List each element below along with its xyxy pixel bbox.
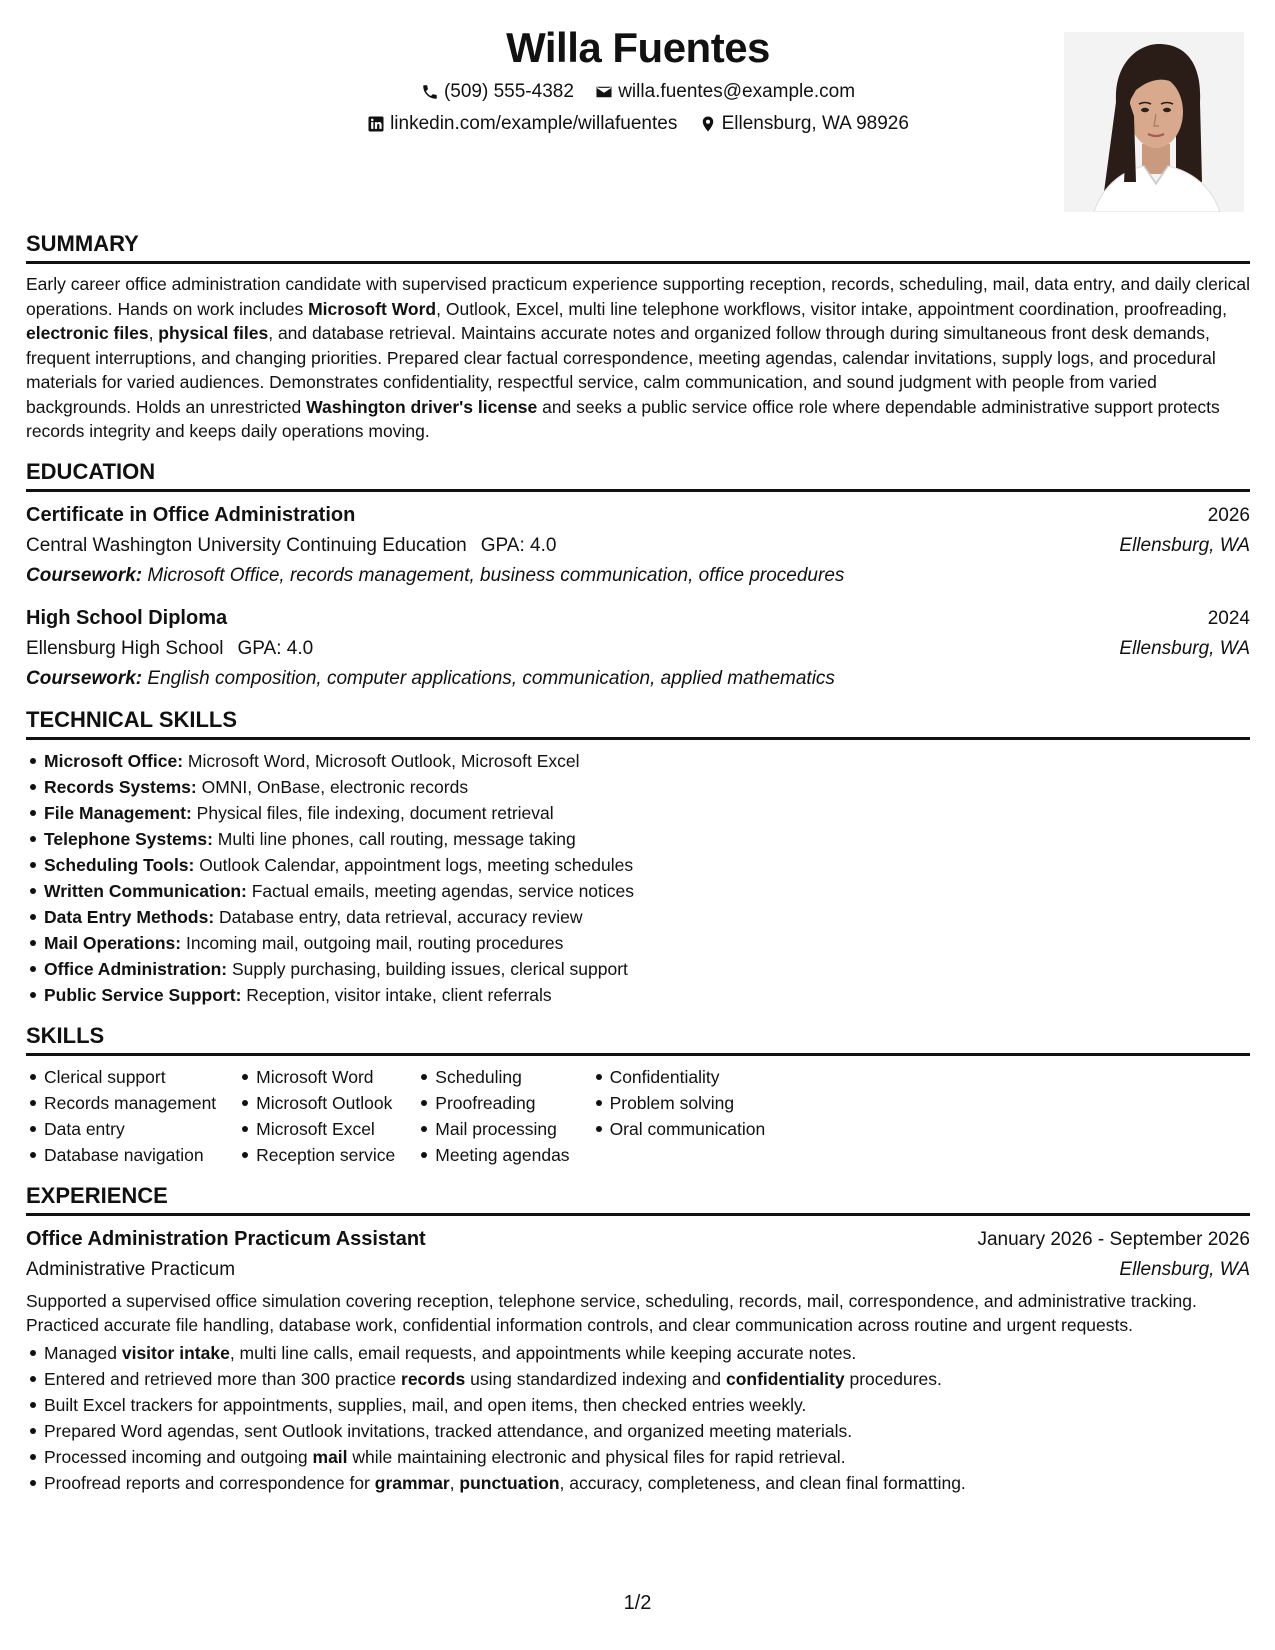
phone-icon xyxy=(421,83,439,101)
skills-column xyxy=(417,1064,569,1168)
list-item: Clerical support xyxy=(44,1064,216,1090)
email-address[interactable]: willa.fuentes@example.com xyxy=(618,81,856,102)
list-item: Prepared Word agendas, sent Outlook invitations, tracked attendance, and organized meeting materials. xyxy=(44,1418,1250,1444)
experience-bullets xyxy=(26,1340,1250,1496)
email-contact[interactable] xyxy=(595,80,855,104)
list-item: Data Entry Methods: Database entry, data retrieval, accuracy review xyxy=(44,904,1250,930)
list-item: Records Systems: OMNI, OnBase, electronic records xyxy=(44,774,1250,800)
list-item: Meeting agendas xyxy=(435,1142,569,1168)
list-item: Oral communication xyxy=(610,1116,766,1142)
summary-section xyxy=(26,230,1250,444)
portrait-illustration xyxy=(1064,32,1244,212)
phone-number: (509) 555-4382 xyxy=(443,81,574,102)
summary-paragraph: Early career office administration candidate with supervised practicum experience supporting reception, records, scheduling, mail, data entry, and daily clerical operations. Hands on work includes Microsoft Word, Outlook, Excel, multi line telephone workflows, visitor intake, appointment coordination, proofreading, electronic files, physical files, and database retrieval. Maintains accurate notes and organized follow through during simultaneous front desk demands, frequent interruptions, and changing priorities. Prepared clear factual correspondence, meeting agendas, calendar invitations, supply logs, and procedural materials for varied audiences. Demonstrates confidentiality, respectful service, calm communication, and sound judgment with people from varied backgrounds. Holds an unrestricted Washington driver's license and seeks a public service office role where dependable administrative support protects records integrity and keeps daily operations moving. xyxy=(26,274,1251,441)
list-item: Telephone Systems: Multi line phones, call routing, message taking xyxy=(44,826,1250,852)
list-item: Problem solving xyxy=(610,1090,766,1116)
list-item: Microsoft Outlook xyxy=(256,1090,395,1116)
list-item: Public Service Support: Reception, visitor intake, client referrals xyxy=(44,982,1250,1008)
location-text: Ellensburg, WA 98926 xyxy=(721,113,909,134)
degree-title: Certificate in Office Administration xyxy=(26,503,356,526)
degree-title: High School Diploma xyxy=(26,606,228,629)
list-item: Written Communication: Factual emails, meeting agendas, service notices xyxy=(44,878,1250,904)
list-item: Managed visitor intake, multi line calls, email requests, and appointments while keeping accurate notes. xyxy=(44,1340,1250,1366)
coursework: Coursework: Microsoft Office, records management, business communication, office procedures xyxy=(26,564,845,586)
school-location: Ellensburg, WA xyxy=(1119,637,1250,659)
linkedin-contact[interactable] xyxy=(367,112,677,136)
skills-heading: SKILLS xyxy=(26,1022,1250,1056)
list-item: Microsoft Word xyxy=(256,1064,395,1090)
experience-section xyxy=(26,1182,1250,1496)
skills-column xyxy=(238,1064,395,1168)
page-number: 1/2 xyxy=(623,1592,652,1614)
list-item: Confidentiality xyxy=(610,1064,766,1090)
school-name: Central Washington University Continuing Education GPA: 4.0 xyxy=(26,534,557,556)
list-item: Microsoft Office: Microsoft Word, Microsoft Outlook, Microsoft Excel xyxy=(44,748,1250,774)
linkedin-icon xyxy=(367,115,385,133)
employer-name: Administrative Practicum xyxy=(26,1258,236,1280)
list-item: Reception service xyxy=(256,1142,395,1168)
education-section xyxy=(26,458,1250,694)
map-pin-icon xyxy=(699,115,717,133)
coursework: Coursework: English composition, computer applications, communication, applied mathematics xyxy=(26,667,835,689)
resume-page xyxy=(26,0,1250,1496)
education-entry xyxy=(26,603,1250,694)
job-dates: January 2026 - September 2026 xyxy=(977,1228,1250,1250)
list-item: Office Administration: Supply purchasing, building issues, clerical support xyxy=(44,956,1250,982)
list-item: Database navigation xyxy=(44,1142,216,1168)
education-heading: EDUCATION xyxy=(26,458,1250,492)
list-item: Built Excel trackers for appointments, supplies, mail, and open items, then checked entries weekly. xyxy=(44,1392,1250,1418)
skills-section xyxy=(26,1022,1250,1168)
list-item: Scheduling xyxy=(435,1064,569,1090)
list-item: Scheduling Tools: Outlook Calendar, appointment logs, meeting schedules xyxy=(44,852,1250,878)
linkedin-url[interactable]: linkedin.com/example/willafuentes xyxy=(390,113,678,134)
candidate-name: Willa Fuentes xyxy=(506,24,770,71)
gpa: GPA: 4.0 xyxy=(480,534,557,556)
gpa: GPA: 4.0 xyxy=(237,637,314,659)
profile-photo xyxy=(1064,32,1244,212)
job-location: Ellensburg, WA xyxy=(1119,1258,1250,1280)
list-item: Data entry xyxy=(44,1116,216,1142)
location-contact xyxy=(699,112,909,136)
graduation-date: 2026 xyxy=(1207,504,1250,526)
school-name: Ellensburg High School GPA: 4.0 xyxy=(26,637,314,659)
list-item: Microsoft Excel xyxy=(256,1116,395,1142)
list-item: Mail Operations: Incoming mail, outgoing mail, routing procedures xyxy=(44,930,1250,956)
list-item: File Management: Physical files, file indexing, document retrieval xyxy=(44,800,1250,826)
skills-column xyxy=(592,1064,766,1168)
list-item: Proofread reports and correspondence for grammar, punctuation, accuracy, completeness, and clean final formatting. xyxy=(44,1470,1250,1496)
envelope-icon xyxy=(595,83,613,101)
list-item: Entered and retrieved more than 300 practice records using standardized indexing and confidentiality procedures. xyxy=(44,1366,1250,1392)
school-location: Ellensburg, WA xyxy=(1119,534,1250,556)
resume-header xyxy=(26,0,1250,220)
job-title: Office Administration Practicum Assistant xyxy=(26,1227,426,1250)
experience-heading: EXPERIENCE xyxy=(26,1182,1250,1216)
list-item: Processed incoming and outgoing mail while maintaining electronic and physical files for rapid retrieval. xyxy=(44,1444,1250,1470)
job-description: Supported a supervised office simulation covering reception, telephone service, scheduling, records, mail, correspondence, and administrative tracking. Practiced accurate file handling, database work, confidential information controls, and clear communication across routine and urgent requests. xyxy=(26,1290,1197,1335)
phone-contact xyxy=(421,80,574,104)
summary-heading: SUMMARY xyxy=(26,230,1250,264)
graduation-date: 2024 xyxy=(1207,607,1250,629)
list-item: Proofreading xyxy=(435,1090,569,1116)
technical-skills-list xyxy=(26,748,1250,1008)
education-entry xyxy=(26,500,1250,591)
skills-column xyxy=(26,1064,216,1168)
list-item: Records management xyxy=(44,1090,216,1116)
technical-skills-heading: TECHNICAL SKILLS xyxy=(26,706,1250,740)
skills-grid xyxy=(26,1064,1250,1168)
list-item: Mail processing xyxy=(435,1116,569,1142)
technical-skills-section xyxy=(26,706,1250,1008)
